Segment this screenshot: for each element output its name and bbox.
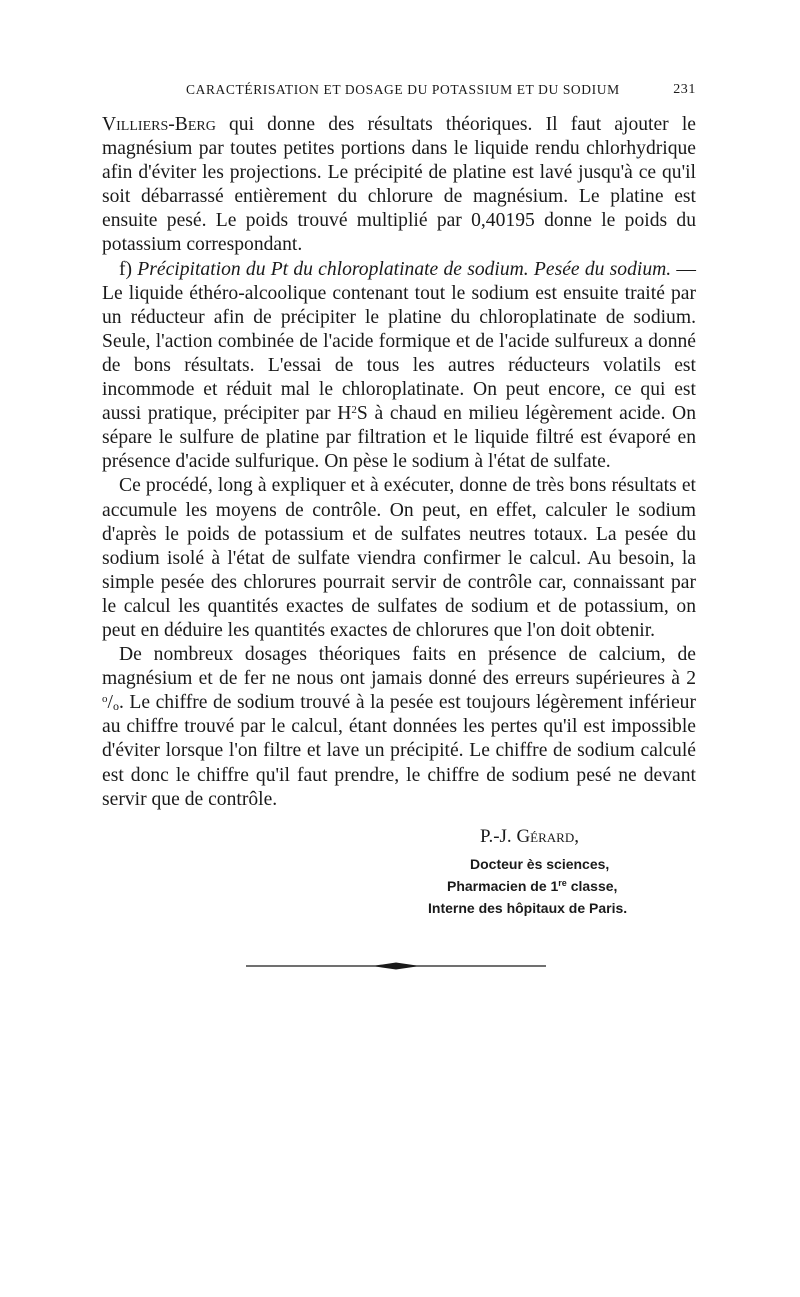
page-number: 231 xyxy=(673,82,696,97)
paragraph-text: S à chaud en milieu légèrement acide. On sépare le sulfure de platine par filtration et le liquide filtré est évaporé en présence d'acide sulfurique. On pèse le sodium à l'état de sulfate. xyxy=(102,403,697,473)
section-label: f) xyxy=(119,258,138,280)
running-head-title: CARACTÉRISATION ET DOSAGE DU POTASSIUM ET DU SODIUM xyxy=(186,82,620,97)
paragraph-section-f xyxy=(102,258,696,475)
signature-title-3: Interne des hôpitaux de Paris. xyxy=(428,900,628,916)
paragraph-text: — Le liquide éthéro-alcoolique contenant tout le sodium est ensuite traité par un réducteur afin de précipiter le platine du chloroplatinate de sodium. Seule, l'action combinée de l'acide formique et de l'acide sulfureux a donné de bons résultats. L'essai de tous les autres réducteurs volatils est incommode et réduit mal le chloroplatinate. On peut encore, ce qui est aussi pratique, précipiter par H xyxy=(102,258,696,425)
running-head xyxy=(104,82,696,104)
paragraph-dosages xyxy=(102,643,696,812)
section-heading: Précipitation du Pt du chloroplatinate de sodium. Pesée du sodium. xyxy=(137,258,672,280)
percent-sign: $^o/_o$ xyxy=(102,692,119,714)
paragraph-villiers-berg xyxy=(102,113,696,258)
end-ornament-rule xyxy=(246,960,546,972)
body-text xyxy=(102,113,696,812)
paragraph-text: . Le chiffre de sodium trouvé à la pesée est toujours légèrement inférieur au chiffre trouvé par le calcul, étant données les pertes qu'il est impossible d'éviter lorsque l'on filtre et lave un précipité. Le chiffre de sodium calculé est donc le chiffre qu'il faut prendre, le chiffre de sodium pesé ne devant servir que de contrôle. xyxy=(102,692,696,810)
paragraph-text: De nombreux dosages théoriques faits en présence de calcium, de magnésium et de fer ne nous ont jamais donné des erreurs supérieures à 2 xyxy=(102,644,696,690)
signature-name: P.-J. Gérard, xyxy=(480,826,579,847)
superscript: 2 xyxy=(351,404,357,417)
author-name: Villiers-Berg xyxy=(102,114,216,135)
paragraph-procede: Ce procédé, long à expliquer et à exécuter, donne de très bons résultats et accumule les moyens de contrôle. On peut, en effet, calculer le sodium d'après le poids de potassium et de sulfates neutres totaux. La pesée du sodium isolé à l'état de sulfate viendra confirmer le calcul. Au besoin, la simple pesée des chlorures pourrait servir de contrôle car, connaissant par le calcul les quantités exactes de sulfates de sodium et de potassium, on peut en déduire les quantités exactes de chlorures que l'on doit obtenir. xyxy=(102,475,696,641)
signature-title-2: Pharmacien de 1re classe, xyxy=(447,878,618,894)
paragraph-text: qui donne des résultats théoriques. Il faut ajouter le magnésium par toutes petites portions dans le liquide rendu chlorhydrique afin d'éviter les projections. Le précipité de platine est lavé jusqu'à ce qu'il soit débarrassé entièrement du chlorure de magnésium. Le platine est ensuite pesé. Le poids trouvé multiplié par 0,40195 donne le poids du potassium correspondant. xyxy=(102,114,696,256)
signature-title-1: Docteur ès sciences, xyxy=(470,856,610,872)
signature-block xyxy=(420,825,680,919)
